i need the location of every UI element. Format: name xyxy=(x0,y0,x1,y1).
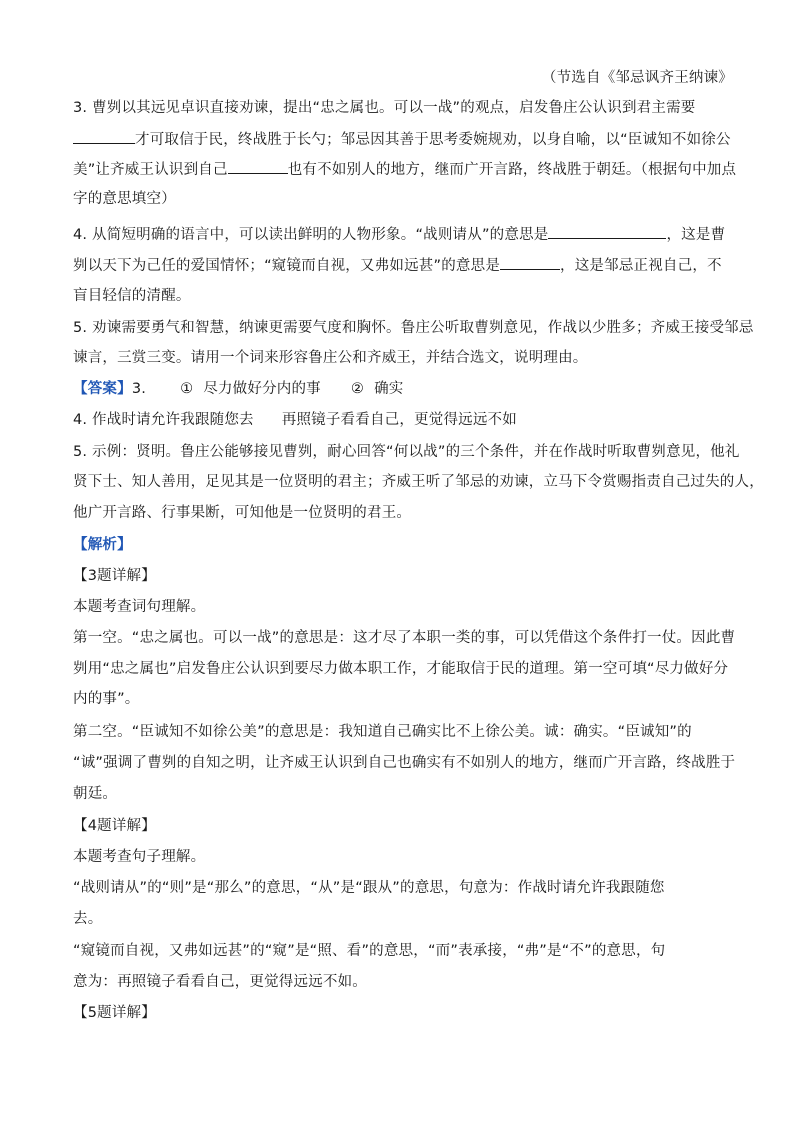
question-5-line-1: 5. 劝谏需要勇气和智慧，纳谏更需要气度和胸怀。鲁庄公听取曹刿意见，作战以少胜多；齐威王接受邹忌 xyxy=(73,320,754,336)
blank-fill-4[interactable] xyxy=(500,255,560,270)
question-3-line-2-text: 才可取信于民，终战胜于长勺；邹忌因其善于思考委婉规劝，以身自喻，以“臣诚知不如徐公 xyxy=(135,132,731,148)
question-3-line-3 xyxy=(73,159,736,180)
section-4-para-1-line-1: “战则请从”的“则”是“那么”的意思，“从”是“跟从”的意思，句意为：作战时请允许我跟随您 xyxy=(73,880,665,896)
question-4-line-3: 盲目轻信的清醒。 xyxy=(73,288,191,304)
section-4-intro: 本题考查句子理解。 xyxy=(73,849,206,865)
section-3-heading: 【3题详解】 xyxy=(73,568,156,584)
answer-3-number: 3. xyxy=(131,381,147,397)
blank-fill-1[interactable] xyxy=(73,129,135,144)
answer-5-line-1: 5. 示例：贤明。鲁庄公能够接见曹刿，耐心回答“何以战”的三个条件，并在作战时听取曹刿意见，他礼 xyxy=(73,444,740,460)
answer-4-part-2: 再照镜子看看自己，更觉得远远不如 xyxy=(281,412,517,428)
question-4-line-2 xyxy=(73,255,722,276)
section-4-para-2-line-2: 意为：再照镜子看看自己，更觉得远远不如。 xyxy=(73,974,367,990)
section-3-para-1-line-1: 第一空。“忠之属也。可以一战”的意思是：这才尽了本职一类的事，可以凭借这个条件打一仗。因此曹 xyxy=(73,630,736,646)
question-3-line-4: 字的意思填空） xyxy=(73,191,176,207)
answer-3-blank-2: 确实 xyxy=(374,381,404,397)
blank-fill-3[interactable] xyxy=(548,224,666,239)
analysis-tag: 【解析】 xyxy=(73,537,132,553)
question-4-line-2-end: ，这是邹忌正视自己，不 xyxy=(560,258,722,274)
question-5-line-2: 谏言，三赏三变。请用一个词来形容鲁庄公和齐威王，并结合选文，说明理由。 xyxy=(73,350,588,366)
section-4-para-2-line-1: “窥镜而自视，又弗如远甚”的“窥”是“照、看”的意思，“而”表承接，“弗”是“不”的意思，句 xyxy=(73,943,666,959)
section-3-para-2-line-2: “诚”强调了曹刿的自知之明，让齐威王认识到自己也确实有不如别人的地方，继而广开言路，终战胜于 xyxy=(73,755,736,771)
source-citation: （节选自《邹忌讽齐王纳谏》 xyxy=(541,70,733,86)
section-4-para-1-line-2: 去。 xyxy=(73,911,103,927)
blank-fill-2[interactable] xyxy=(228,159,288,174)
question-4-line-1-start: 4. 从简短明确的语言中，可以读出鲜明的人物形象。“战则请从”的意思是 xyxy=(73,227,549,243)
answer-tag: 【答案】 xyxy=(73,381,132,397)
section-3-para-1-line-2: 刿用“忠之属也”启发鲁庄公认识到要尽力做本职工作，才能取信于民的道理。第一空可填“尽力做好分 xyxy=(73,661,729,677)
section-3-para-1-line-3: 内的事”。 xyxy=(73,691,140,707)
section-5-heading: 【5题详解】 xyxy=(73,1005,156,1021)
answer-circle-2: ② xyxy=(350,381,365,397)
answer-3-blank-1: 尽力做好分内的事 xyxy=(203,381,321,397)
question-3-line-2 xyxy=(73,129,731,150)
answer-line-3 xyxy=(73,379,403,399)
question-4-line-1-end: ，这是曹 xyxy=(666,227,726,243)
section-3-para-2-line-3: 朝廷。 xyxy=(73,786,118,802)
question-3-line-1: 3. 曹刿以其远见卓识直接劝谏，提出“忠之属也。可以一战”的观点，启发鲁庄公认识到君主需要 xyxy=(73,100,696,116)
answer-4-part-1: 4. 作战时请允许我跟随您去 xyxy=(73,412,254,428)
question-4-line-1 xyxy=(73,224,725,245)
section-3-intro: 本题考查词句理解。 xyxy=(73,599,206,615)
question-3-line-3-end: 也有不如别人的地方，继而广开言路，终战胜于朝廷。（根据句中加点 xyxy=(287,162,737,178)
answer-5-line-3: 他广开言路、行事果断，可知他是一位贤明的君王。 xyxy=(73,505,412,521)
section-4-heading: 【4题详解】 xyxy=(73,818,156,834)
answer-line-4 xyxy=(73,410,517,430)
question-3-line-3-start: 美”让齐威王认识到自己 xyxy=(73,162,228,178)
answer-circle-1: ① xyxy=(180,381,194,397)
question-4-line-2-start: 刿以天下为己任的爱国情怀；“窥镜而自视，又弗如远甚”的意思是 xyxy=(73,258,501,274)
section-3-para-2-line-1: 第二空。“臣诚知不如徐公美”的意思是：我知道自己确实比不上徐公美。诚：确实。“臣诚知”的 xyxy=(73,724,692,740)
answer-5-line-2: 贤下士、知人善用，足见其是一位贤明的君主；齐威王听了邹忌的劝谏，立马下令赏赐指责自己过失的人， xyxy=(73,474,764,490)
